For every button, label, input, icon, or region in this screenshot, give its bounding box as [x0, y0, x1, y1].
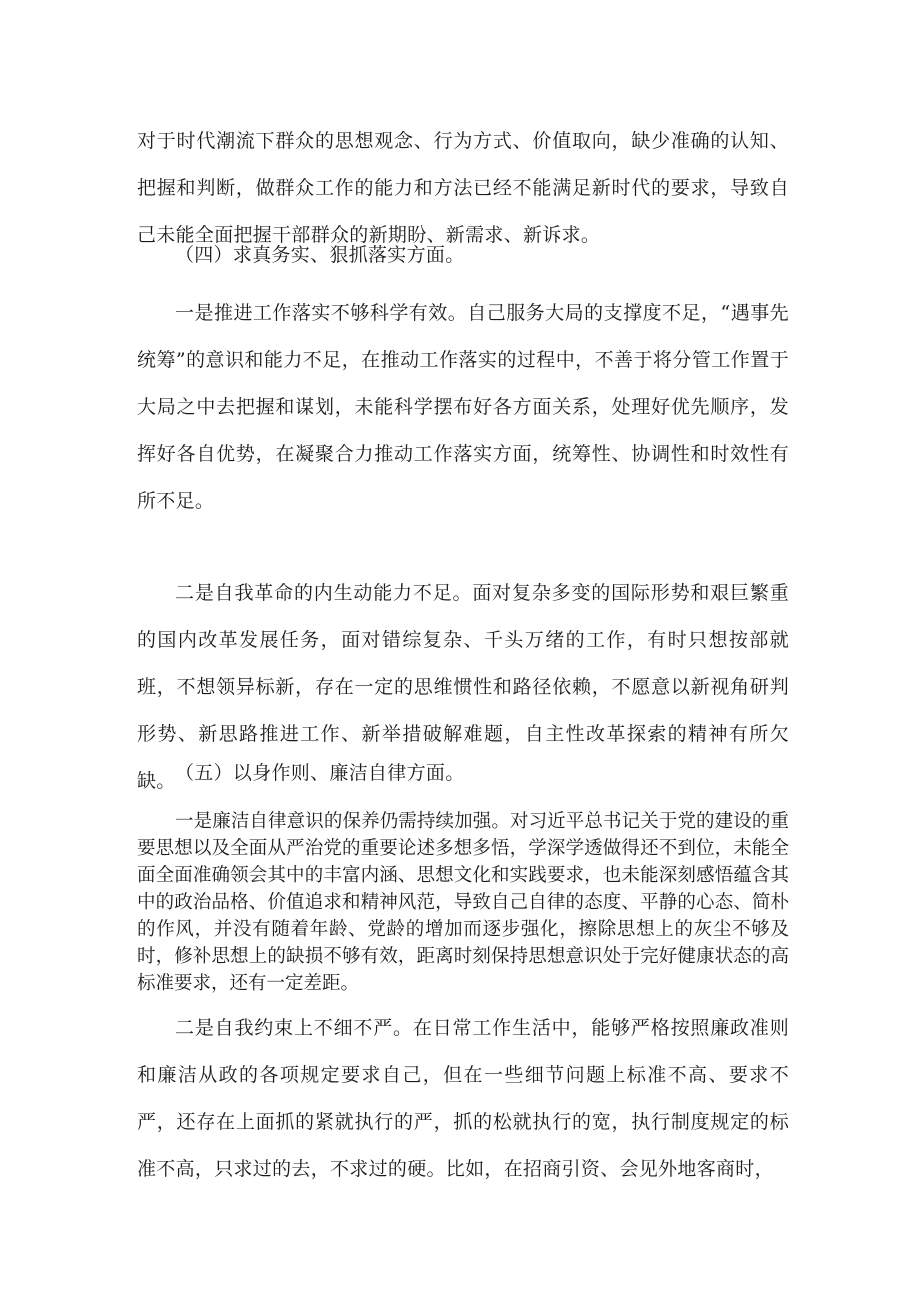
section-heading-four: （四）求真务实、狠抓落实方面。	[175, 244, 465, 266]
section-heading-five: （五）以身作则、廉洁自律方面。	[175, 762, 465, 784]
paragraph-self-revolution: 二是自我革命的内生动能力不足。面对复杂多变的国际形势和艰巨繁重的国内改革发展任务，面对错综复杂、千头万绪的工作，有时只想按部就班，不想领异标新，存在一定的思维惯性和路径依赖，不愿意以新视角研判形势、新思路推进工作、新举措破解难题，自主性改革探索的精神有所欠缺。	[137, 582, 789, 792]
paragraph-integrity-awareness: 一是廉洁自律意识的保养仍需持续加强。对习近平总书记关于党的建设的重要思想以及全面从严治党的重要论述多想多悟，学深学透做得还不到位，未能全面全面准确领会其中的丰富内涵、思想文化和实践要求，也未能深刻感悟蕴含其中的政治品格、价值追求和精神风范，导致自己自律的态度、平静的心态、简朴的作风，并没有随着年龄、党龄的增加而逐步强化，擦除思想上的灰尘不够及时，修补思想上的缺损不够有效，距离时刻保持思想意识处于完好健康状态的高标准要求，还有一定差距。	[137, 811, 789, 994]
paragraph-self-discipline: 二是自我约束上不细不严。在日常工作生活中，能够严格按照廉政准则和廉洁从政的各项规定要求自己，但在一些细节问题上标准不高、要求不严，还存在上面抓的紧就执行的严，抓的松就执行的宽，执行制度规定的标准不高，只求过的去，不求过的硬。比如，在招商引资、会见外地客商时，	[137, 1017, 789, 1180]
paragraph-continuation: 对于时代潮流下群众的思想观念、行为方式、价值取向，缺少准确的认知、把握和判断，做群众工作的能力和方法已经不能满足新时代的要求，导致自己未能全面把握干部群众的新期盼、新需求、新诉求。	[137, 130, 789, 246]
paragraph-work-implementation: 一是推进工作落实不够科学有效。自己服务大局的支撑度不足，“遇事先统筹”的意识和能力不足，在推动工作落实的过程中，不善于将分管工作置于大局之中去把握和谋划，未能科学摆布好各方面关系，处理好优先顺序，发挥好各自优势，在凝聚合力推动工作落实方面，统筹性、协调性和时效性有所不足。	[137, 302, 789, 512]
